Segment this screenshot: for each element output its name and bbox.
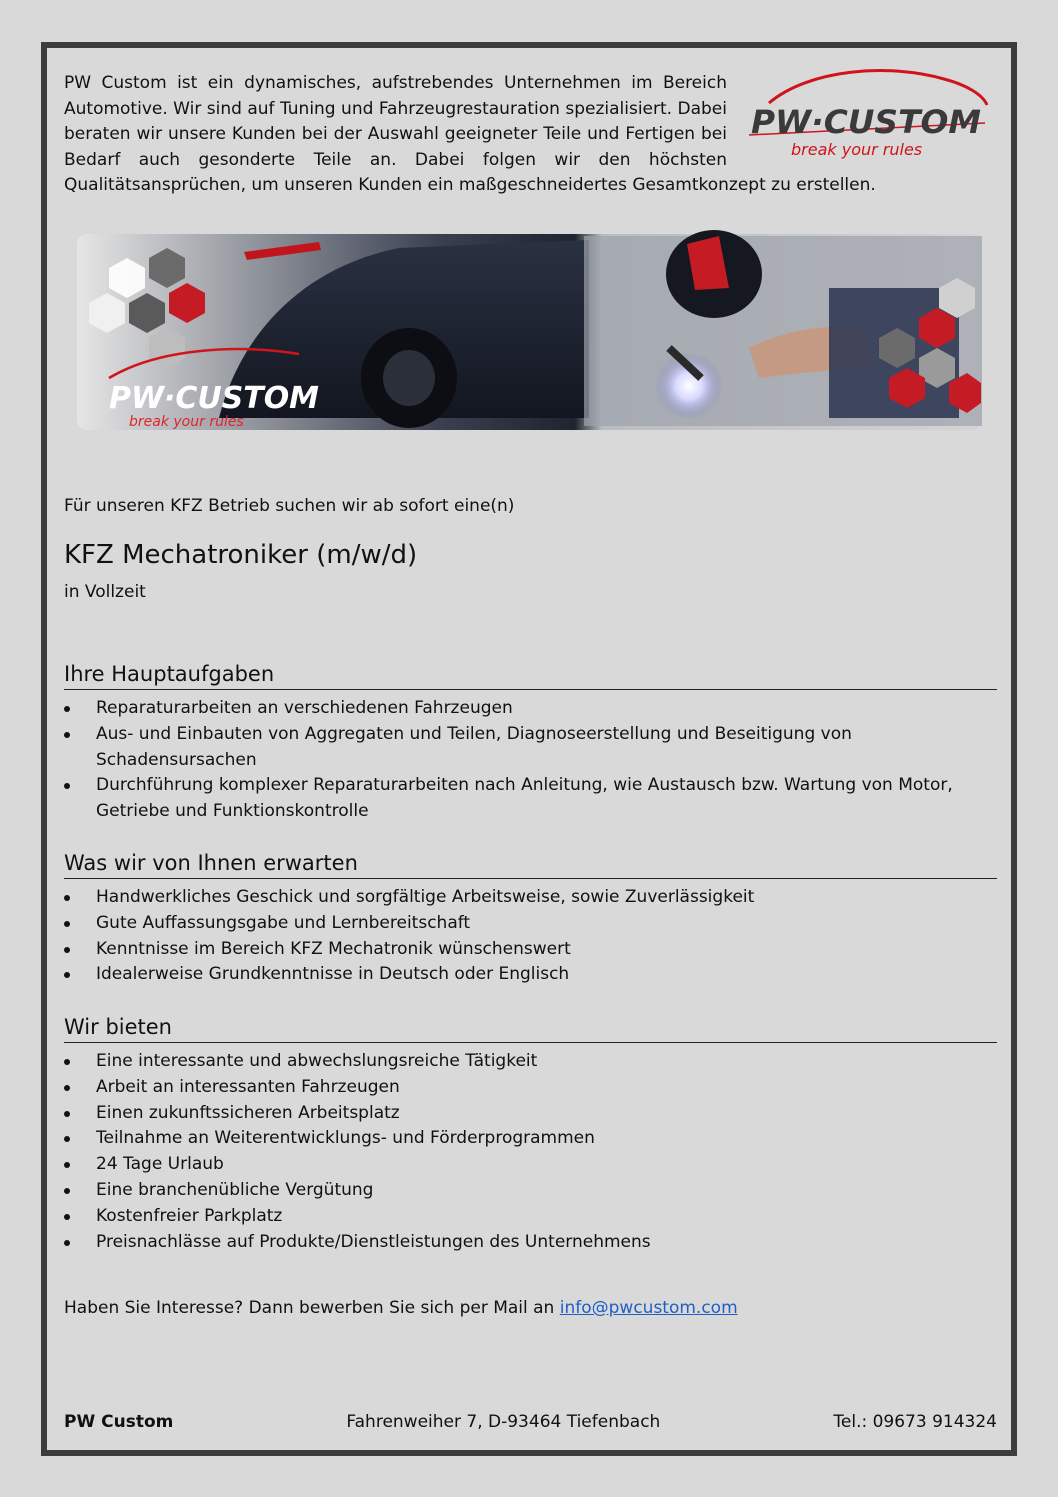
bullet-icon <box>64 921 70 927</box>
bullet-list <box>64 885 997 988</box>
list-item: Eine interessante und abwechslungsreiche Tätigkeit <box>64 1049 997 1075</box>
section-heading: Ihre Hauptaufgaben <box>64 662 997 690</box>
section-erwartungen <box>64 851 997 988</box>
bullet-icon <box>64 706 70 712</box>
bullet-icon <box>64 1240 70 1246</box>
email-link[interactable]: info@pwcustom.com <box>559 1298 738 1318</box>
header-banner-image <box>69 228 989 436</box>
list-item: 24 Tage Urlaub <box>64 1152 997 1178</box>
list-item: Teilnahme an Weiterentwicklungs- und Förderprogrammen <box>64 1126 997 1152</box>
footer-phone: Tel.: 09673 914324 <box>833 1412 997 1432</box>
footer-company: PW Custom <box>64 1412 174 1432</box>
job-subtitle: in Vollzeit <box>64 582 146 602</box>
list-item: Einen zukunftssicheren Arbeitsplatz <box>64 1101 997 1127</box>
logo-brand-text: PW·CUSTOM <box>751 103 982 141</box>
section-hauptaufgaben <box>64 662 997 825</box>
section-wir-bieten <box>64 1015 997 1255</box>
banner-brand-text: PW·CUSTOM <box>109 381 320 416</box>
intro-block <box>64 71 984 199</box>
list-item: Handwerkliches Geschick und sorgfältige Arbeitsweise, sowie Zuverlässigkeit <box>64 885 997 911</box>
footer <box>64 1412 997 1432</box>
list-item: Durchführung komplexer Reparaturarbeiten nach Anleitung, wie Austausch bzw. Wartung von Motor, Getriebe und Funktionskontrolle <box>64 773 997 825</box>
job-title: KFZ Mechatroniker (m/w/d) <box>64 540 418 570</box>
section-heading: Was wir von Ihnen erwarten <box>64 851 997 879</box>
bullet-icon <box>64 972 70 978</box>
list-item: Preisnachlässe auf Produkte/Dienstleistungen des Unternehmens <box>64 1230 997 1256</box>
bullet-icon <box>64 1188 70 1194</box>
list-item: Reparaturarbeiten an verschiedenen Fahrzeugen <box>64 696 997 722</box>
bullet-icon <box>64 783 70 789</box>
page-frame <box>41 42 1017 1456</box>
bullet-icon <box>64 1214 70 1220</box>
list-item: Arbeit an interessanten Fahrzeugen <box>64 1075 997 1101</box>
bullet-icon <box>64 1059 70 1065</box>
bullet-icon <box>64 1162 70 1168</box>
bullet-icon <box>64 732 70 738</box>
banner-tagline-text: break your rules <box>129 414 244 430</box>
list-item: Kostenfreier Parkplatz <box>64 1204 997 1230</box>
job-lead-text: Für unseren KFZ Betrieb suchen wir ab sofort eine(n) <box>64 496 515 516</box>
list-item: Gute Auffassungsgabe und Lernbereitschaft <box>64 911 997 937</box>
bullet-icon <box>64 1085 70 1091</box>
bullet-icon <box>64 1111 70 1117</box>
bullet-icon <box>64 895 70 901</box>
bullet-list <box>64 1049 997 1255</box>
footer-address: Fahrenweiher 7, D-93464 Tiefenbach <box>346 1412 661 1432</box>
list-item: Kenntnisse im Bereich KFZ Mechatronik wünschenswert <box>64 937 997 963</box>
logo-tagline-text: break your rules <box>791 140 923 159</box>
list-item: Eine branchenübliche Vergütung <box>64 1178 997 1204</box>
contact-line <box>64 1298 738 1318</box>
bullet-icon <box>64 1136 70 1142</box>
list-item: Idealerweise Grundkenntnisse in Deutsch oder Englisch <box>64 962 997 988</box>
contact-text: Haben Sie Interesse? Dann bewerben Sie sich per Mail an <box>64 1298 555 1318</box>
bullet-list <box>64 696 997 825</box>
list-item: Aus- und Einbauten von Aggregaten und Teilen, Diagnoseerstellung und Beseitigung von Schadensursachen <box>64 722 997 774</box>
bullet-icon <box>64 947 70 953</box>
section-heading: Wir bieten <box>64 1015 997 1043</box>
pw-custom-logo <box>739 65 994 170</box>
intro-text: PW Custom ist ein dynamisches, aufstrebendes Unternehmen im Bereich Automotive. Wir sind auf Tuning und Fahrzeugrestauration spezialisiert. Dabei beraten wir unsere Kunden bei der Auswahl geeigneter Teile und Fertigen bei Bedarf auch gesonderte Teile an. Dabei folgen wir den höchsten Qualitätsansprüchen, um unseren Kunden ein maßgeschneidertes Gesamtkonzept zu erstellen. <box>64 73 876 195</box>
